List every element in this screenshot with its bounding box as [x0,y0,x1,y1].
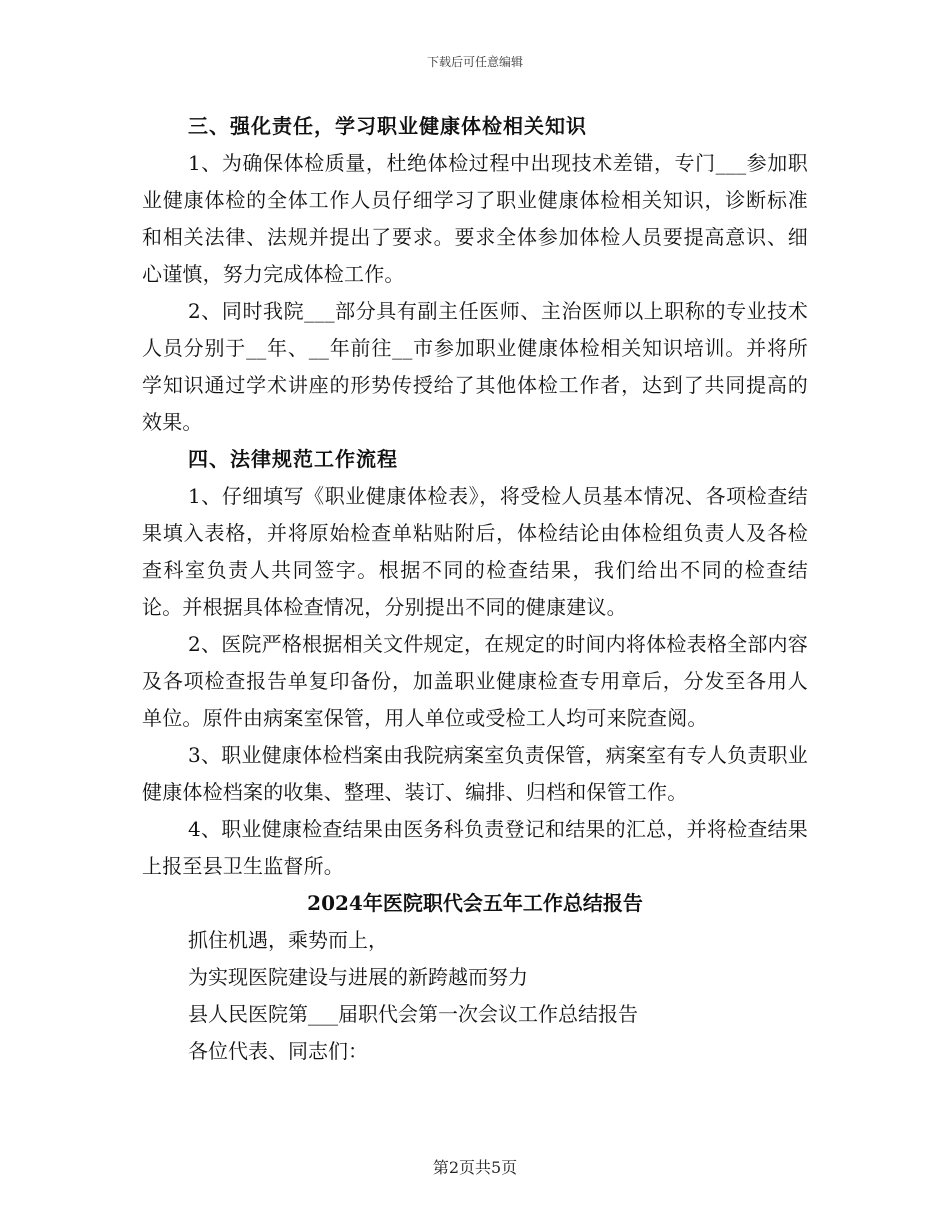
paragraph-4-2: 2、医院严格根据相关文件规定，在规定的时间内将体检表格全部内容及各项检查报告单复印备份，加盖职业健康检查专用章后，分发至各用人单位。原件由病案室保管，用人单位或受检工人均可来院查阅。 [142,632,808,730]
header-note: 下载后可任意编辑 [426,55,523,69]
document-body [142,108,808,1070]
paragraph-4-4: 4、职业健康检查结果由医务科负责登记和结果的汇总，并将检查结果上报至县卫生监督所。 [142,817,808,878]
section-heading-3: 三、强化责任，学习职业健康体检相关知识 [188,114,587,138]
paragraph-4-3: 3、职业健康体检档案由我院病案室负责保管，病案室有专人负责职业健康体检档案的收集、整理、装订、编排、归档和保管工作。 [142,743,808,804]
report-line-2: 为实现医院建设与进展的新跨越而努力 [188,965,528,989]
section-heading-4: 四、法律规范工作流程 [188,447,398,471]
paragraph-3-1: 1、为确保体检质量，杜绝体检过程中出现技术差错，专门___参加职业健康体检的全体工作人员仔细学习了职业健康体检相关知识，诊断标准和相关法律、法规并提出了要求。要求全体参加体检人员要提高意识、细心谨慎，努力完成体检工作。 [142,151,808,286]
paragraph-3-2: 2、同时我院___部分具有副主任医师、主治医师以上职称的专业技术人员分别于__年、__年前往__市参加职业健康体检相关知识培训。并将所学知识通过学术讲座的形势传授给了其他体检工作者，达到了共同提高的效果。 [142,299,808,434]
page-number-footer: 第2页共5页 [432,1158,518,1177]
report-line-1: 抓住机遇，乘势而上， [188,928,388,952]
paragraph-4-1: 1、仔细填写《职业健康体检表》，将受检人员基本情况、各项检查结果填入表格，并将原始检查单粘贴附后，体检结论由体检组负责人及各检查科室负责人共同签字。根据不同的检查结果，我们给出不同的检查结论。并根据具体检查情况，分别提出不同的健康建议。 [142,484,808,619]
report-line-3: 县人民医院第___届职代会第一次会议工作总结报告 [188,1002,638,1026]
report-title: 2024年医院职代会五年工作总结报告 [307,891,643,915]
report-line-4: 各位代表、同志们： [188,1039,368,1063]
